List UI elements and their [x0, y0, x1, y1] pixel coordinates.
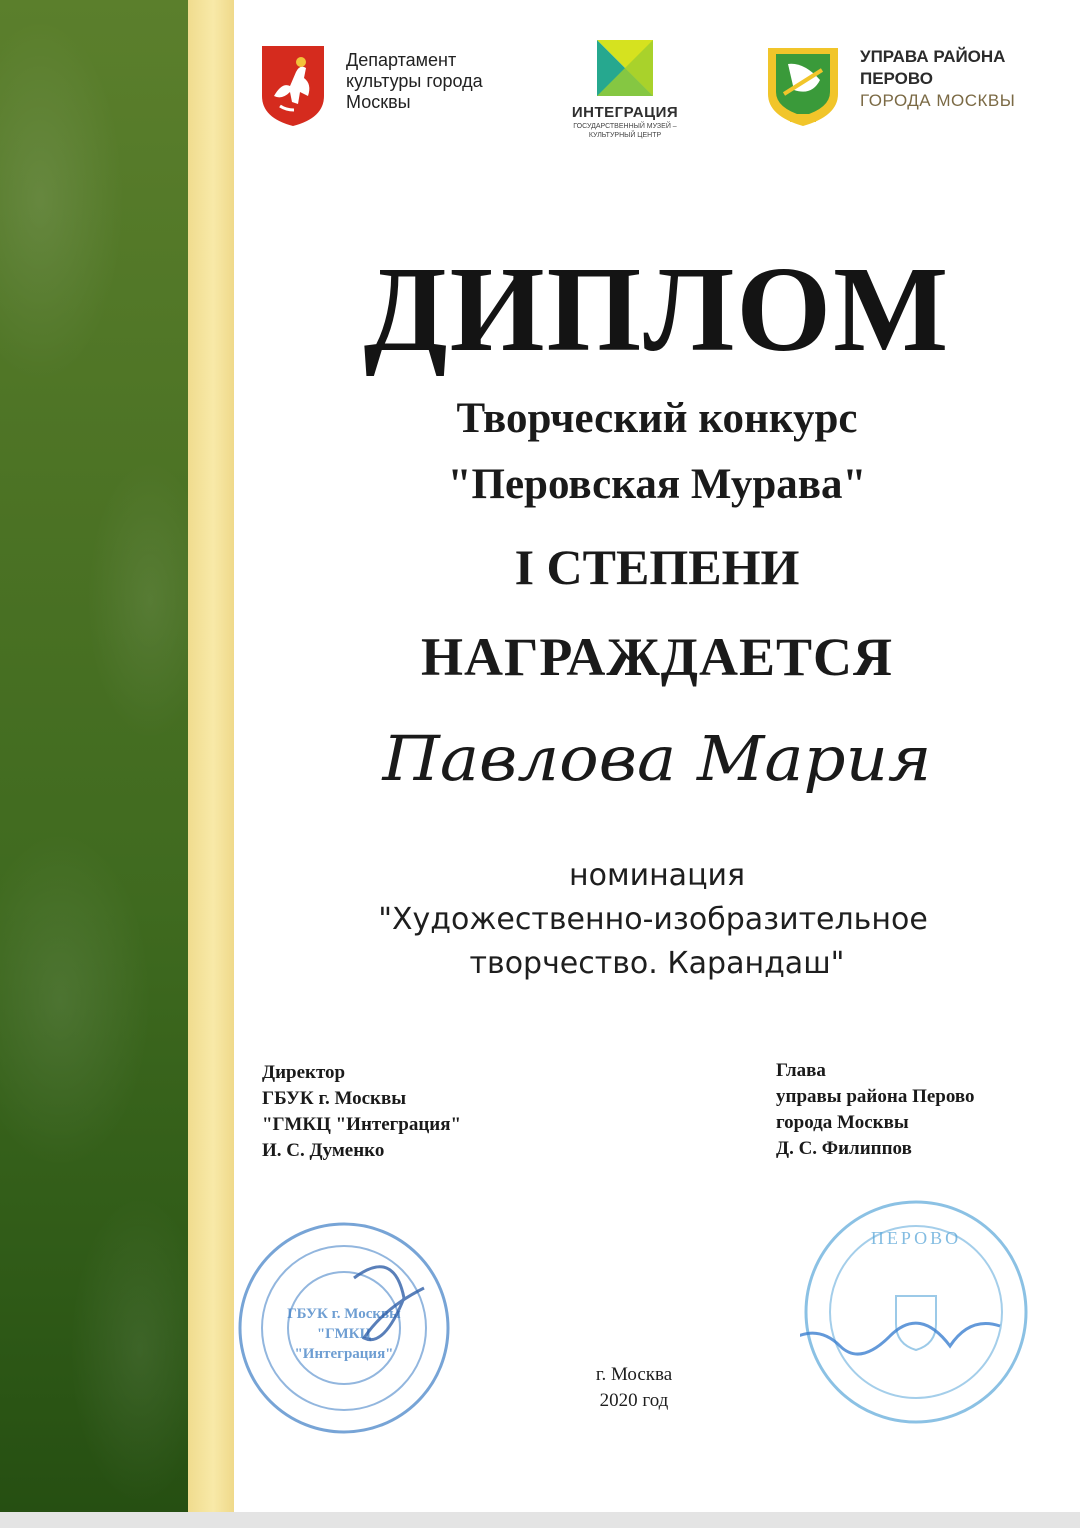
diploma-title: ДИПЛОМ — [363, 242, 951, 377]
right-signatory — [776, 1058, 975, 1162]
decorative-green-border — [0, 0, 188, 1512]
perovo-coat-of-arms-icon — [764, 44, 842, 128]
svg-text:ПЕРОВО: ПЕРОВО — [870, 1228, 962, 1248]
perovo-stamp — [800, 1196, 1032, 1428]
right-signatory-line: города Москвы — [776, 1112, 909, 1133]
left-signatory — [262, 1060, 461, 1164]
left-signatory-line: Директор — [262, 1062, 346, 1083]
integracia-logo — [560, 40, 690, 140]
degree-text: I СТЕПЕНИ — [514, 539, 800, 595]
bottom-strip — [0, 1512, 1080, 1528]
moscow-coat-of-arms-icon — [260, 44, 326, 128]
integracia-subtitle: ГОСУДАРСТВЕННЫЙ МУЗЕЙ – КУЛЬТУРНЫЙ ЦЕНТР — [573, 123, 677, 139]
svg-text:ГБУК г. Москвы: ГБУК г. Москвы — [287, 1306, 401, 1322]
right-signatory-line: управы района Перово — [776, 1086, 975, 1107]
perovo-logo-line1: УПРАВА РАЙОНА — [860, 47, 1006, 66]
perovo-uprava-logo — [764, 44, 1015, 128]
footer-year: 2020 год — [599, 1390, 669, 1411]
integracia-stamp — [234, 1218, 454, 1438]
nomination-line-1: "Художественно-изобразительное — [378, 902, 928, 937]
perovo-logo-line2: ПЕРОВО — [860, 69, 933, 88]
left-signatory-line: "ГМКЦ "Интеграция" — [262, 1114, 462, 1135]
nomination-label: номинация — [568, 858, 746, 893]
nomination-line-2: творчество. Карандаш" — [469, 946, 845, 981]
integracia-mark-icon — [597, 40, 653, 96]
dept-logo-text: Департамент культуры города Москвы — [346, 50, 483, 112]
recipient-name: Павлова Мария — [382, 722, 932, 795]
left-signatory-line: И. С. Думенко — [262, 1140, 385, 1161]
svg-text:"ГМКЦ: "ГМКЦ — [316, 1326, 372, 1342]
right-signatory-line: Д. С. Филиппов — [776, 1138, 912, 1159]
contest-line-2: "Перовская Мурава" — [447, 461, 867, 508]
moscow-culture-logo — [260, 44, 516, 128]
right-signatory-line: Глава — [776, 1060, 826, 1081]
awarded-text: НАГРАЖДАЕТСЯ — [420, 627, 893, 687]
svg-text:"Интеграция": "Интеграция" — [294, 1346, 394, 1362]
integracia-name: ИНТЕГРАЦИЯ — [571, 104, 679, 121]
footer-city: г. Москва — [595, 1364, 673, 1385]
contest-line-1: Творческий конкурс — [456, 395, 858, 442]
perovo-logo-line3: ГОРОДА МОСКВЫ — [860, 91, 1016, 110]
left-signatory-line: ГБУК г. Москвы — [262, 1088, 407, 1109]
